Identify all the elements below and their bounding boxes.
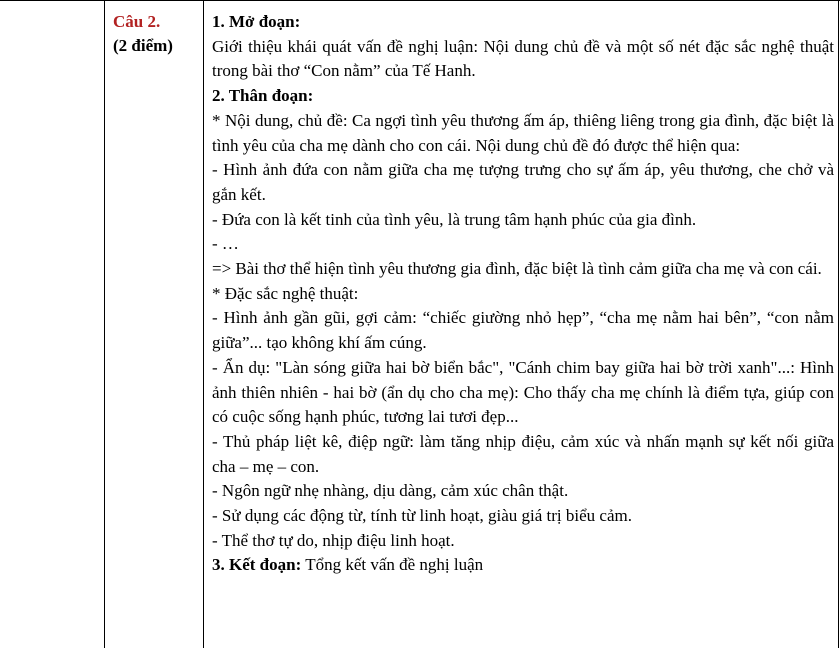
question-title: Câu 2. — [113, 12, 161, 31]
conclusion-text: Tổng kết vấn đề nghị luận — [301, 555, 484, 575]
intro-heading: 1. Mở đoạn: — [212, 12, 301, 31]
body-heading: 2. Thân đoạn: — [212, 86, 314, 106]
content-point: - Đứa con là kết tinh của tình yêu, là trung tâm hạnh phúc của gia đình. — [212, 209, 697, 229]
intro-text: Giới thiệu khái quát vấn đề nghị luận: Nội dung chủ đề và một số nét đặc sắc nghệ thuật trong bài thơ “Con nằm” của Tế Hanh. — [212, 36, 834, 81]
content-point: - … — [212, 234, 239, 254]
art-point: - Hình ảnh gần gũi, gợi cảm: “chiếc giường nhỏ hẹp”, “cha mẹ nằm hai bên”, “con nằm giữa”... tạo không khí ấm cúng. — [212, 308, 834, 353]
column-divider-middle — [203, 0, 204, 648]
conclusion — [212, 553, 834, 578]
column-divider-right — [838, 0, 839, 648]
content-theme: * Nội dung, chủ đề: Ca ngợi tình yêu thương ấm áp, thiêng liêng trong gia đình, đặc biệt là tình yêu của cha mẹ dành cho con cái. Nội dung chủ đề đó được thể hiện qua: — [212, 110, 834, 155]
answer-content — [212, 10, 834, 578]
content-point: - Hình ảnh đứa con nằm giữa cha mẹ tượng trưng cho sự ấm áp, yêu thương, che chở và gắn kết. — [212, 160, 834, 204]
art-point: - Ngôn ngữ nhẹ nhàng, dịu dàng, cảm xúc chân thật. — [212, 481, 569, 501]
art-point: - Thủ pháp liệt kê, điệp ngữ: làm tăng nhịp điệu, cảm xúc và nhấn mạnh sự kết nối giữa cha – mẹ – con. — [212, 431, 834, 476]
conclusion-heading: 3. Kết đoạn: — [212, 555, 302, 575]
column-divider-left — [104, 0, 105, 648]
table-top-border — [0, 0, 840, 1]
art-heading: * Đặc sắc nghệ thuật: — [212, 283, 359, 303]
question-cell — [113, 10, 203, 58]
art-point: - Ẩn dụ: "Làn sóng giữa hai bờ biển bắc", "Cánh chim bay giữa hai bờ trời xanh"...: Hình ảnh thiên nhiên - hai bờ (ẩn dụ cho cha mẹ): Cho thấy cha mẹ chính là điểm tựa, giúp con có cuộc sống hạnh phúc, tương lai tươi đẹp... — [212, 357, 834, 427]
content-conclusion: => Bài thơ thể hiện tình yêu thương gia đình, đặc biệt là tình cảm giữa cha mẹ và con cái. — [212, 259, 822, 279]
art-point: - Thể thơ tự do, nhịp điệu linh hoạt. — [212, 530, 455, 550]
art-point: - Sử dụng các động từ, tính từ linh hoạt, giàu giá trị biểu cảm. — [212, 506, 632, 526]
question-points: (2 điểm) — [113, 36, 173, 55]
